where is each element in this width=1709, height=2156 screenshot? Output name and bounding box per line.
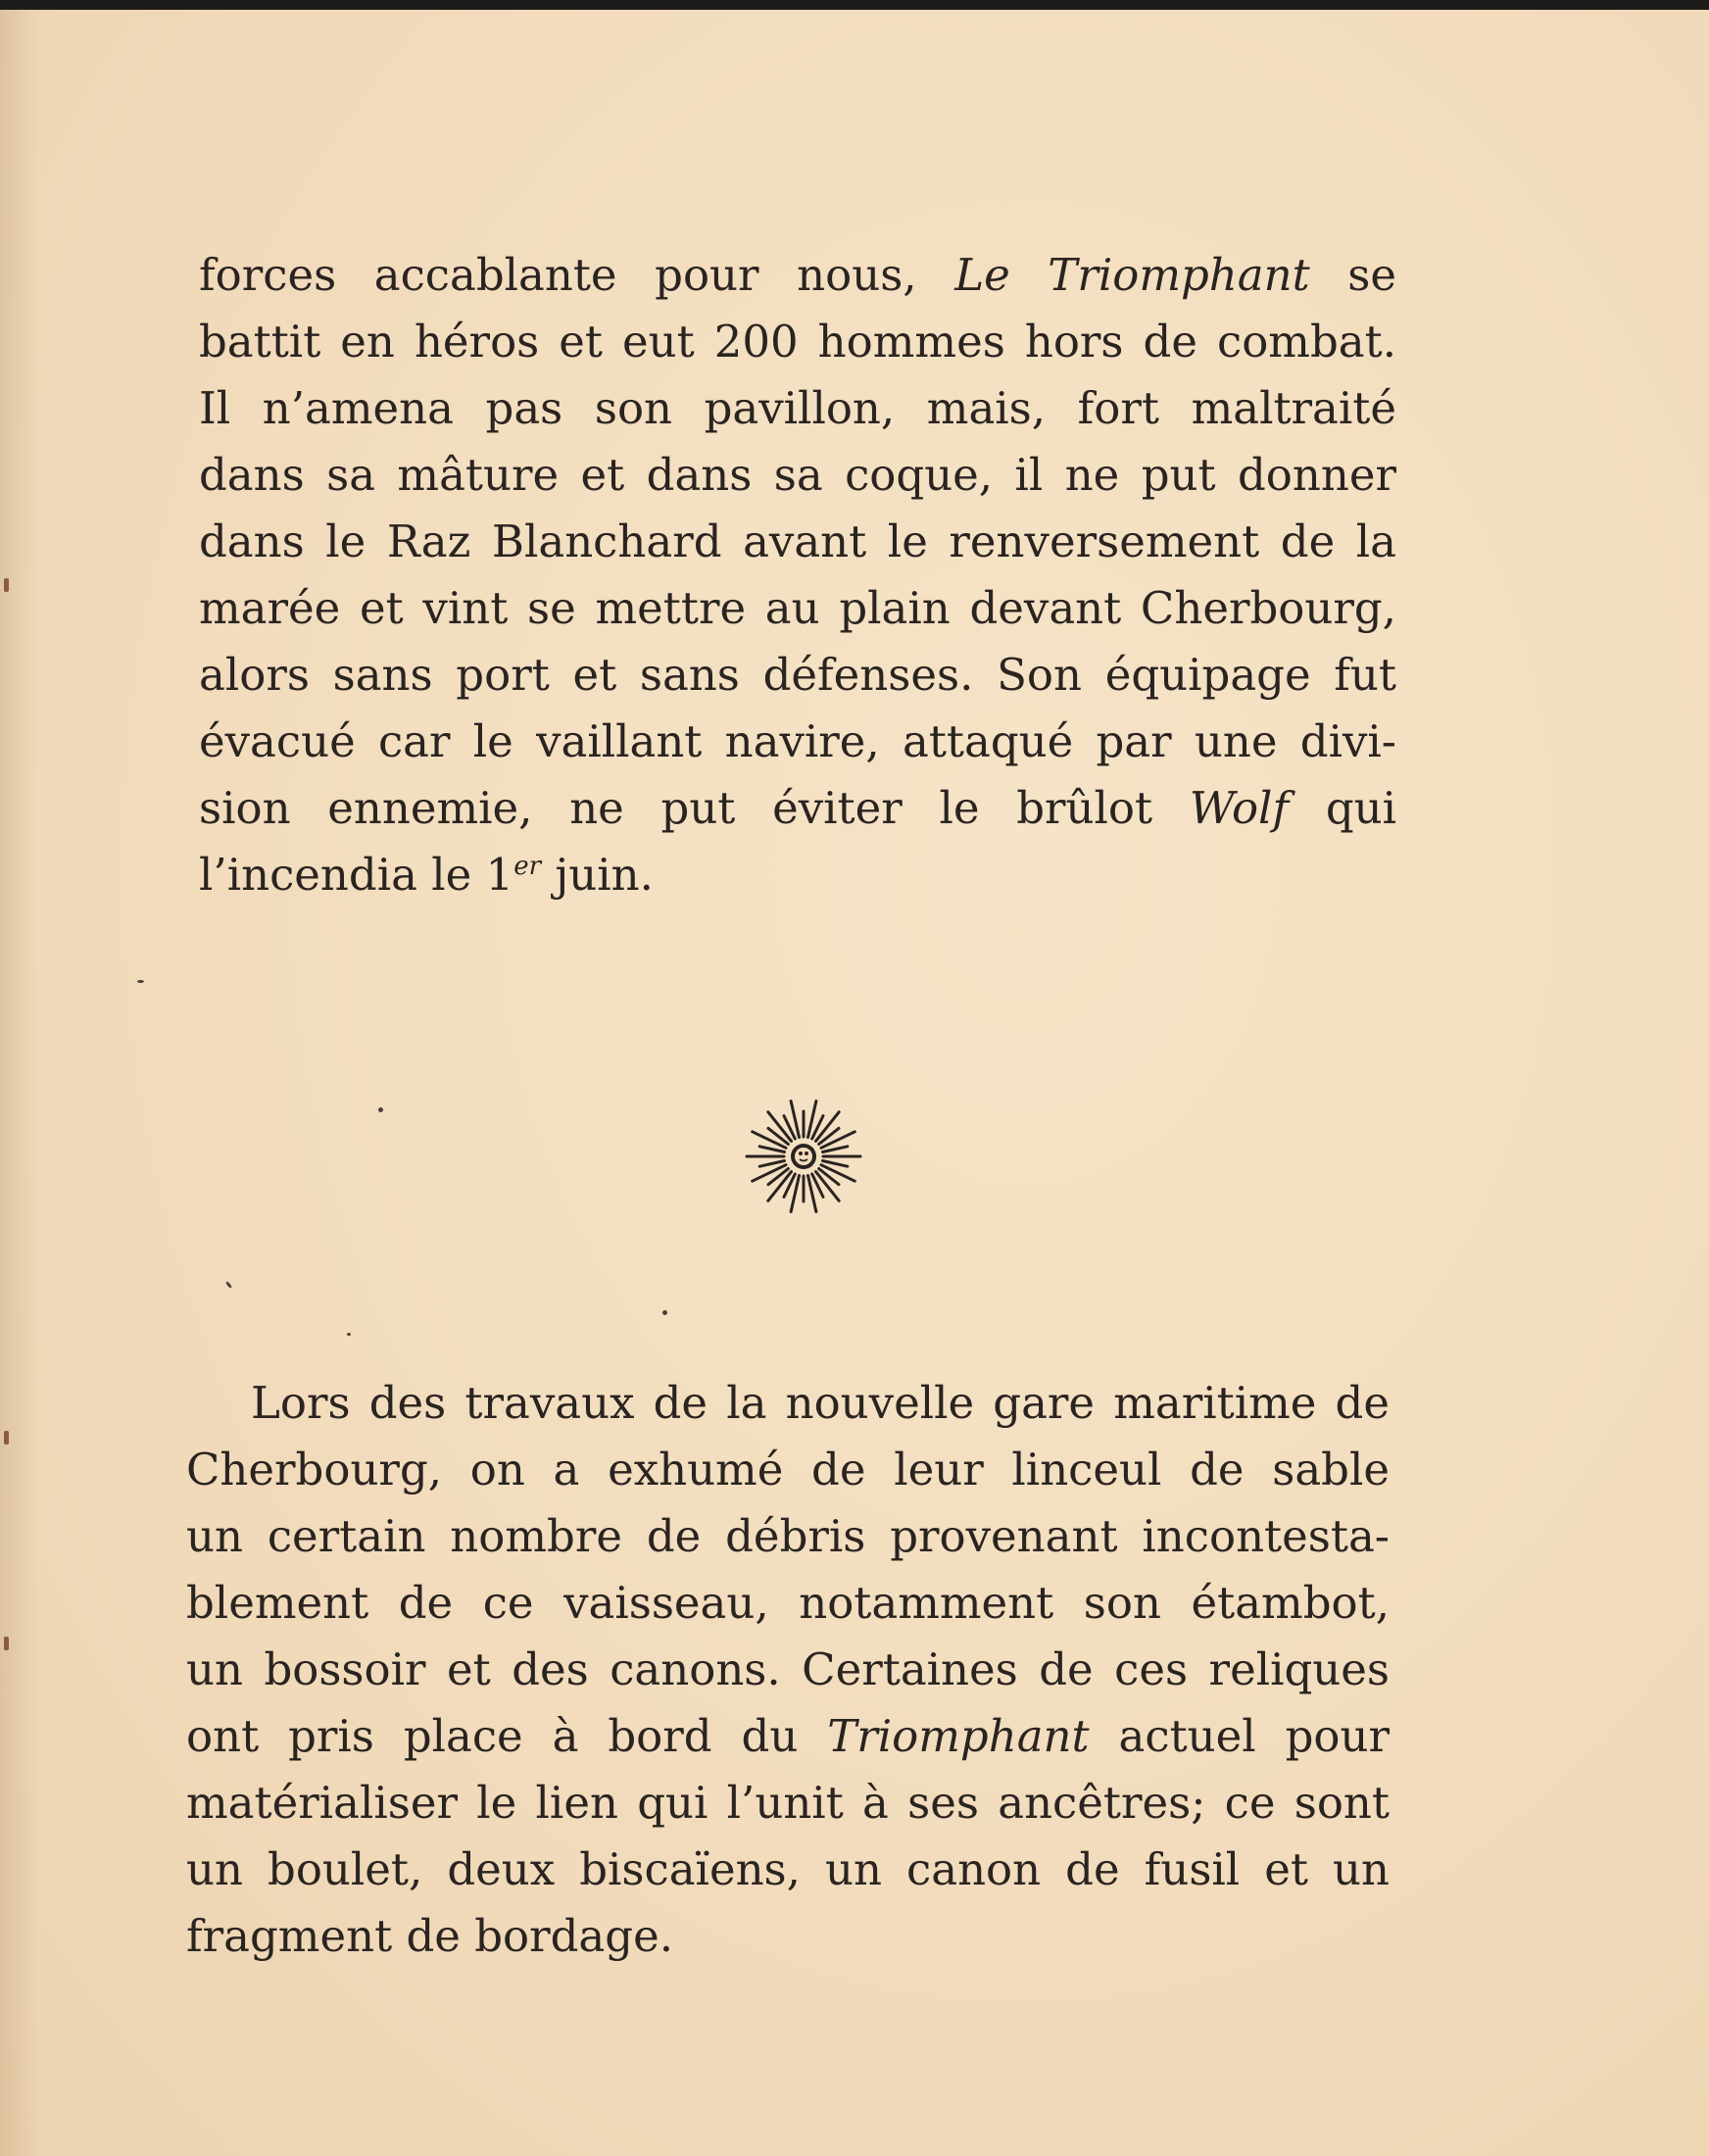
text-line (186, 1637, 1390, 1703)
text-run: juin. (541, 849, 654, 901)
ornament-ray (759, 1161, 784, 1167)
text-line (186, 1370, 1390, 1437)
text-run: alors sans port et sans défenses. Son équipage fut (199, 649, 1396, 701)
text-run: qui (1289, 782, 1396, 834)
text-run: battit en héros et eut 200 hommes hors de combat. (199, 316, 1396, 368)
text-run: matérialiser le lien qui l’unit à ses ancêtres; ce sont (186, 1777, 1390, 1829)
text-line (199, 242, 1396, 309)
ink-speck (378, 1107, 383, 1112)
text-run: marée et vint se mettre au plain devant Cherbourg, (199, 582, 1396, 634)
ink-speck (225, 1281, 232, 1289)
margin-mark (4, 1637, 9, 1650)
paragraph-1 (199, 242, 1396, 908)
text-run: l’incendia le 1 (199, 849, 514, 901)
ink-speck (662, 1310, 667, 1315)
margin-mark (4, 1431, 9, 1445)
text-line (199, 709, 1396, 775)
text-line (186, 1437, 1390, 1503)
text-run: se (1309, 249, 1397, 301)
paragraph-2 (186, 1370, 1390, 1970)
text-run: dans le Raz Blanchard avant le renversement de la (199, 515, 1396, 567)
text-run: actuel pour (1089, 1710, 1390, 1762)
ornament-ray (823, 1161, 848, 1167)
italic-ship-name: Wolf (1189, 782, 1290, 834)
book-page (0, 10, 1709, 2156)
text-run: évacué car le vaillant navire, attaqué par une divi- (199, 715, 1396, 767)
text-run: sion ennemie, ne put éviter le brûlot (199, 782, 1190, 834)
text-line (199, 575, 1396, 642)
text-line (186, 1903, 1390, 1970)
text-line (199, 509, 1396, 575)
ordinal-superscript: er (513, 852, 542, 881)
text-line (199, 842, 1396, 908)
text-run: un bossoir et des canons. Certaines de ces reliques (186, 1643, 1390, 1695)
sun-ornament-icon (740, 1093, 867, 1220)
text-line (186, 1503, 1390, 1570)
margin-mark (4, 578, 9, 592)
text-line (199, 642, 1396, 709)
text-line (186, 1770, 1390, 1837)
italic-ship-name: Triomphant (827, 1710, 1090, 1762)
text-run: forces accablante pour nous, (199, 249, 955, 301)
text-run: un certain nombre de débris provenant incontesta- (186, 1510, 1390, 1562)
text-run: blement de ce vaisseau, notamment son étambot, (186, 1577, 1390, 1629)
text-run: fragment de bordage. (186, 1910, 673, 1962)
text-run: dans sa mâture et dans sa coque, il ne put donner (199, 449, 1396, 501)
ornament-ray (823, 1147, 848, 1152)
ink-speck (347, 1333, 351, 1336)
text-run: un boulet, deux biscaïens, un canon de fusil et un (186, 1843, 1390, 1895)
text-line (186, 1703, 1390, 1770)
italic-ship-name: Le Triomphant (954, 249, 1310, 301)
text-run: Il n’amena pas son pavillon, mais, fort maltraité (199, 382, 1396, 434)
text-line (199, 442, 1396, 509)
ornament-ray (759, 1147, 784, 1152)
text-line (199, 375, 1396, 442)
text-run: Lors des travaux de la nouvelle gare maritime de (251, 1377, 1390, 1429)
ink-speck (137, 980, 144, 983)
text-line (186, 1837, 1390, 1903)
text-line (199, 309, 1396, 375)
text-run: Cherbourg, on a exhumé de leur linceul de sable (186, 1444, 1390, 1495)
text-run: ont pris place à bord du (186, 1710, 828, 1762)
text-line (186, 1570, 1390, 1637)
text-line (199, 775, 1396, 842)
